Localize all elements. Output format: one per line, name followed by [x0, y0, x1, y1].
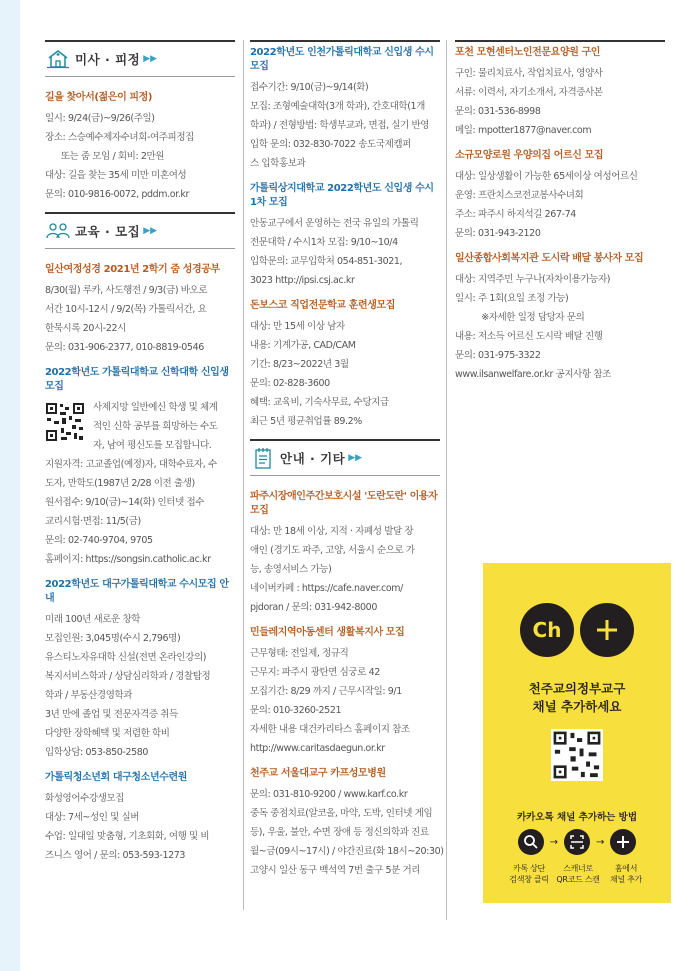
step-arrow-icon: →: [549, 836, 558, 848]
post-line: 월~금(09시~17시) / 야간진료(화 18시~20:30): [250, 846, 444, 857]
post-title: 민들레지역아동센터 생활복지사 모집: [250, 627, 405, 638]
post-line: 또는 줌 모임 / 회비: 2만원: [45, 151, 165, 162]
post-line: http://www.caritasdaegun.or.kr: [250, 743, 385, 754]
kakao-channel-ad: [483, 563, 671, 903]
post-line: 대상: 7세~성인 및 실버: [45, 812, 140, 823]
column-2: [250, 40, 444, 880]
post-line: 대상: 지역주민 누구나(자차이용가능자): [455, 274, 611, 285]
post-line: 스 입학홍보과: [250, 158, 306, 169]
post-line: 자세한 내용 대건카리타스 홈페이지 참조: [250, 724, 410, 735]
post-line: 3023 http://ipsi.csj.ac.kr: [250, 275, 355, 286]
post-line: 홈페이지: https://songsin.catholic.ac.kr: [45, 554, 211, 565]
section-title: 미사 · 피정: [75, 52, 141, 67]
section-arrows: ▶▶: [348, 453, 363, 463]
post-line: 미래 100년 새로운 창학: [45, 614, 141, 625]
notepad-icon: [250, 446, 276, 470]
post-line: 적인 신학 공부를 희망하는 수도: [93, 421, 218, 432]
post-title: 2022학년도 가톨릭대학교 신학대학 신입생 모집: [45, 367, 229, 392]
post-line: 등), 우울, 불안, 수면 장애 등 정신의학과 진료: [250, 827, 429, 838]
column-divider: [243, 40, 244, 910]
post-title: 포천 모현센터노인전문요양원 구인: [455, 47, 601, 58]
column-divider: [446, 40, 447, 920]
step-label: 홈에서 채널 추가: [610, 864, 642, 884]
post-body: [93, 398, 218, 455]
post-line: 문의: 031-975-3322: [455, 350, 541, 361]
post-line: 서류: 이력서, 자기소개서, 자격증사본: [455, 87, 603, 98]
post-line: 문의: 031-810-9200 / www.karf.co.kr: [250, 789, 408, 800]
post-body: [455, 64, 665, 140]
ad-howto-title: 카카오톡 채널 추가하는 방법: [516, 812, 638, 823]
post-line: 한묵시록 20시-22시: [45, 323, 126, 334]
post-title: 일산여정성경 2021년 2학기 줌 성경공부: [45, 264, 220, 275]
post-line: 입학 문의: 032-830-7022 송도국제캠퍼: [250, 139, 411, 150]
post-body: [45, 455, 235, 569]
post-line: 입학문의: 교무입학처 054-851-3021,: [250, 256, 403, 267]
post-line: 모집기간: 8/29 까지 / 근무시작일: 9/1: [250, 686, 402, 697]
post-line: 모집인원: 3,045명(수시 2,796명): [45, 633, 181, 644]
post-body: [250, 78, 440, 173]
scan-icon: [564, 829, 590, 855]
post-body: [250, 785, 444, 880]
post-body: [45, 109, 235, 204]
post-line: 능, 송영서비스 가능): [250, 564, 332, 575]
plus-icon: [580, 603, 634, 657]
post-line: 문의: 010-9816-0072, pddm.or.kr: [45, 189, 189, 200]
step-label: 카톡 상단 검색창 클릭: [509, 864, 549, 884]
section-title: 교육 · 모집: [75, 224, 141, 239]
post-line: 입학상담: 053-850-2580: [45, 747, 149, 758]
column-3: [455, 40, 665, 384]
post-line: 문의: 031-536-8998: [455, 106, 541, 117]
post-line: 기간: 8/23~2022년 3월: [250, 359, 349, 370]
post-line: 일시: 주 1회(요일 조정 가능): [455, 293, 569, 304]
section-arrows: ▶▶: [143, 54, 158, 64]
post-line: 장소: 스승예수제자수녀회-여주피정집: [45, 132, 194, 143]
post-line: 복지서비스학과 / 상담심리학과 / 경찰탐정: [45, 671, 211, 682]
post-title: 2022학년도 대구가톨릭대학교 수시모집 안내: [45, 579, 229, 604]
post-line: 접수기간: 9/10(금)~9/14(화): [250, 82, 369, 93]
post-line: 유스티노자유대학 신설(전면 온라인강의): [45, 652, 207, 663]
post-line: 구인: 물리치료사, 작업치료사, 영양사: [455, 68, 603, 79]
post-title: 가톨릭청소년회 대구청소년수련원: [45, 772, 187, 783]
post-title: 일산종합사회복지관 도시락 배달 봉사자 모집: [455, 253, 644, 264]
post-line: 고양시 일산 동구 백석역 7번 출구 5분 거리: [250, 865, 421, 876]
post-line: 최근 5년 평균취업률 89.2%: [250, 416, 362, 427]
section-header-mass-retreat: [45, 42, 235, 77]
post-body: [45, 281, 235, 357]
section-header-education: [45, 214, 235, 249]
step-arrow-icon: →: [596, 836, 605, 848]
post-line: 모집: 조형예술대학(3개 학과), 간호대학(1개: [250, 101, 425, 112]
post-line: 문의: 02-740-9704, 9705: [45, 535, 153, 546]
post-line: 학과) / 전형방법: 학생부교과, 면접, 실기 반영: [250, 120, 430, 131]
kakao-channel-logo: Ch: [520, 603, 574, 657]
qr-code-image: [45, 402, 85, 442]
post-line: 주소: 파주시 하지석길 267-74: [455, 209, 576, 220]
post-line: 네이버카페 : https://cafe.naver.com/: [250, 583, 403, 594]
post-title: 길을 찾아서(젊은이 피정): [45, 92, 153, 103]
post-line: pjdoran / 문의: 031-942-8000: [250, 602, 377, 613]
post-line: 근무형태: 전일제, 정규직: [250, 648, 349, 659]
post-line: 안동교구에서 운영하는 전국 유일의 가톨릭: [250, 218, 419, 229]
post-line: 3년 만에 졸업 및 전문자격증 취득: [45, 709, 178, 720]
section-arrows: ▶▶: [143, 226, 158, 236]
section-title: 안내 · 기타: [280, 451, 346, 466]
post-line: 내용: 기계가공, CAD/CAM: [250, 340, 356, 351]
post-line: 원서접수: 9/10(금)~14(화) 인터넷 접수: [45, 497, 205, 508]
post-title: 가톨릭상지대학교 2022학년도 신입생 수시1차 모집: [250, 183, 434, 208]
post-body: [250, 522, 440, 617]
qr-code-image: [551, 729, 603, 781]
post-line: 대상: 길을 찾는 35세 미만 미혼여성: [45, 170, 187, 181]
column-1: [45, 40, 235, 865]
add-icon: [610, 829, 636, 855]
post-line: 서간 10시-12시 / 9/2(목) 가톨릭서간, 요: [45, 304, 207, 315]
post-line: 문의: 031-943-2120: [455, 228, 541, 239]
post-line: 도자, 만학도(1987년 2/28 이전 출생): [45, 478, 195, 489]
post-line: 즈니스 영어 / 문의: 053-593-1273: [45, 850, 186, 861]
post-line: 메일: mpotter1877@naver.com: [455, 125, 592, 136]
post-line: 8/30(월) 루카, 사도행전 / 9/3(금) 바오로: [45, 285, 208, 296]
post-line: 대상: 만 18세 이상, 지적 · 자폐성 발달 장: [250, 526, 414, 537]
post-line: 지원자격: 고교졸업(예정)자, 대학수료자, 수: [45, 459, 217, 470]
post-line: 교리시험·면접: 11/5(금): [45, 516, 141, 527]
post-line: 근무지: 파주시 광탄면 심궁로 42: [250, 667, 380, 678]
post-title: 파주시장애인주간보호시설 '도란도란' 이용자 모집: [250, 491, 438, 516]
post-line: 학과 / 부동산경영학과: [45, 690, 133, 701]
post-line: 화성영어수강생모집: [45, 793, 124, 804]
post-line: 일시: 9/24(금)~9/26(주일): [45, 113, 155, 124]
post-line: 내용: 저소득 어르신 도시락 배달 진행: [455, 331, 603, 342]
post-line: 문의: 02-828-3600: [250, 378, 330, 389]
left-color-band: [0, 0, 20, 971]
people-icon: [45, 219, 71, 243]
post-line: 애인 (경기도 파주, 고양, 서울시 순으로 가: [250, 545, 415, 556]
post-line: 문의: 031-906-2377, 010-8819-0546: [45, 342, 204, 353]
post-line: 대상: 일상생활이 가능한 65세이상 여성어르신: [455, 171, 638, 182]
post-title: 돈보스코 직업전문학교 훈련생모집: [250, 300, 396, 311]
post-body: [455, 167, 665, 243]
post-body: [455, 270, 665, 384]
ad-headline-2: 채널 추가하세요: [532, 699, 622, 714]
post-body: [45, 789, 235, 865]
post-line: 다양한 장학혜택 및 저렴한 학비: [45, 728, 170, 739]
post-line: 문의: 010-3260-2521: [250, 705, 342, 716]
post-title: 2022학년도 인천가톨릭대학교 신입생 수시모집: [250, 47, 434, 72]
post-line: 대상: 만 15세 이상 남자: [250, 321, 345, 332]
post-body: [250, 214, 440, 290]
post-title: 천주교 서울대교구 카프성모병원: [250, 768, 386, 779]
church-icon: [45, 47, 71, 71]
post-body: [250, 317, 440, 431]
post-body: [250, 644, 440, 758]
post-line: 전문대학 / 수시1차 모집: 9/10~10/4: [250, 237, 398, 248]
step-label: 스캐너로 QR코드 스캔: [556, 864, 600, 884]
post-line: 운영: 프란치스코전교봉사수녀회: [455, 190, 584, 201]
post-line: 자, 남여 평신도를 모집합니다.: [93, 440, 212, 451]
post-line: 중독 중점치료(알코올, 마약, 도박, 인터넷 게임: [250, 808, 433, 819]
post-body: [45, 610, 235, 762]
post-line: ※자세한 일정 담당자 문의: [455, 312, 585, 323]
post-line: www.ilsanwelfare.or.kr 공지사항 참조: [455, 369, 611, 380]
post-line: 수업: 일대일 맞춤형, 기초회화, 여행 및 비: [45, 831, 210, 842]
search-icon: [518, 829, 544, 855]
ad-headline-1: 천주교의정부교구: [528, 681, 626, 696]
section-header-notice: [250, 441, 440, 476]
post-line: 혜택: 교육비, 기숙사무료, 수당지급: [250, 397, 389, 408]
post-line: 사제지망 일반예신 학생 및 체계: [93, 402, 218, 413]
post-title: 소규모양로원 우양의집 어르신 모집: [455, 150, 604, 161]
